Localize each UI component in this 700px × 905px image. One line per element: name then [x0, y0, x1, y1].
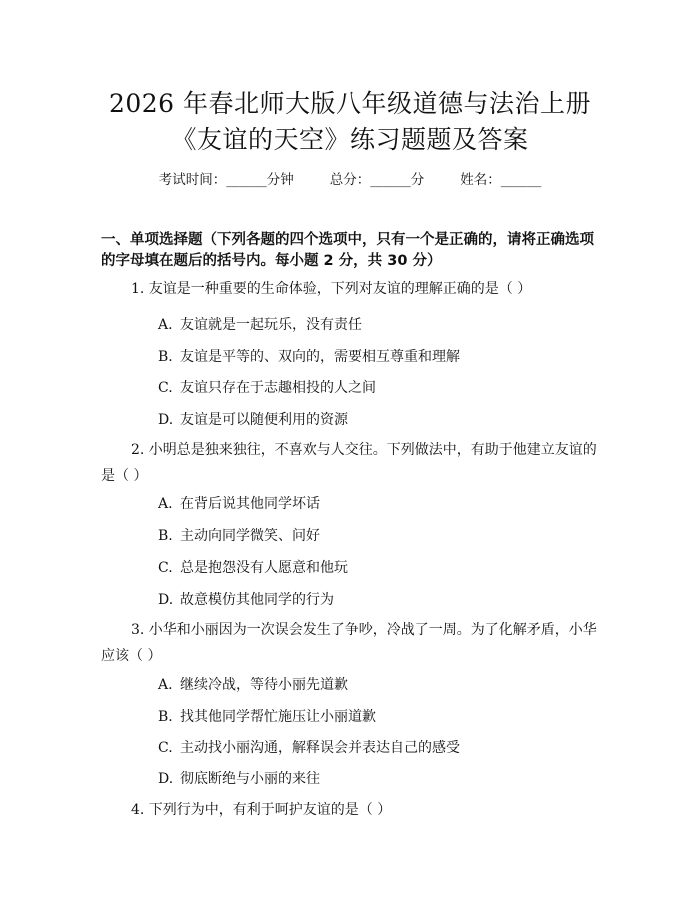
question-3-option-c — [158, 737, 460, 757]
section-heading: 一、单项选择题（下列各题的四个选项中，只有一个是正确的，请将正确选项的字母填在题后的括号内。每小题 2 分，共 30 分） — [101, 232, 594, 269]
question-3-option-b — [158, 706, 376, 726]
exam-time-field: 考试时间：______分钟 — [158, 172, 294, 188]
question-1-stem: 1. 友谊是一种重要的生命体验，下列对友谊的理解正确的是（ ） — [131, 281, 532, 297]
exam-info-row — [0, 168, 700, 188]
option-text: 继续冷战，等待小丽先道歉 — [180, 677, 348, 693]
question-1-option-d — [158, 409, 348, 429]
option-letter: A. — [158, 677, 173, 693]
question-3-option-d — [158, 768, 320, 788]
option-letter: B. — [158, 528, 173, 544]
option-letter: C. — [158, 380, 173, 396]
question-1-option-c — [158, 377, 376, 397]
option-text: 找其他同学帮忙施压让小丽道歉 — [180, 709, 376, 725]
student-name-field: 姓名：______ — [460, 172, 542, 188]
option-text: 友谊是平等的、双向的，需要相互尊重和理解 — [180, 349, 460, 365]
option-letter: B. — [158, 709, 173, 725]
option-letter: D. — [158, 771, 174, 787]
option-text: 友谊只存在于志趣相投的人之间 — [180, 380, 376, 396]
question-2-option-a — [158, 493, 320, 513]
option-text: 总是抱怨没有人愿意和他玩 — [180, 560, 348, 576]
option-text: 故意模仿其他同学的行为 — [180, 592, 334, 608]
option-letter: A. — [158, 496, 173, 512]
option-text: 友谊是可以随便利用的资源 — [180, 412, 348, 428]
option-text: 主动向同学微笑、问好 — [180, 528, 320, 544]
option-text: 彻底断绝与小丽的来往 — [180, 771, 320, 787]
option-text: 友谊就是一起玩乐，没有责任 — [180, 317, 362, 333]
option-letter: C. — [158, 740, 173, 756]
title-line-2: 《友谊的天空》练习题题及答案 — [171, 125, 529, 154]
question-2-option-b — [158, 525, 320, 545]
question-2-option-c — [158, 557, 348, 577]
question-2-option-d — [158, 589, 334, 609]
option-text: 主动找小丽沟通，解释误会并表达自己的感受 — [180, 740, 460, 756]
option-letter: C. — [158, 560, 173, 576]
question-3-option-a — [158, 674, 348, 694]
question-1-option-a — [158, 314, 362, 334]
option-text: 在背后说其他同学坏话 — [180, 496, 320, 512]
question-2-stem: 2. 小明总是独来独往，不喜欢与人交往。下列做法中，有助于他建立友谊的是（ ） — [101, 442, 597, 484]
total-score-field: 总分：______分 — [329, 172, 425, 188]
title-line-1: 2026 年春北师大版八年级道德与法治上册 — [108, 89, 592, 118]
question-3-stem: 3. 小华和小丽因为一次误会发生了争吵，冷战了一周。为了化解矛盾，小华应该（ ） — [101, 622, 597, 664]
option-letter: B. — [158, 349, 173, 365]
question-4-stem: 4. 下列行为中，有利于呵护友谊的是（ ） — [131, 802, 392, 818]
question-1-option-b — [158, 346, 460, 366]
option-letter: D. — [158, 592, 174, 608]
option-letter: A. — [158, 317, 173, 333]
option-letter: D. — [158, 412, 174, 428]
